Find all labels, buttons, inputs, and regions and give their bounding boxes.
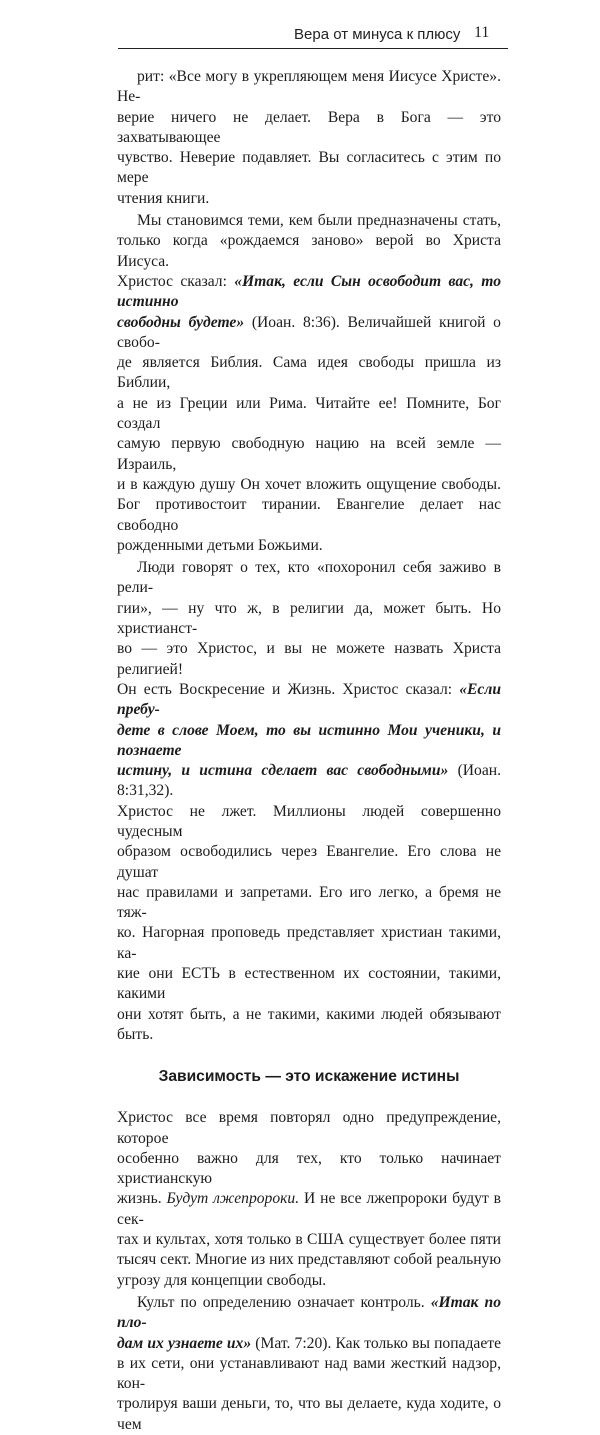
text-segment: образом освободились через Евангелие. Его слова не душат — [117, 843, 501, 881]
text-line — [117, 639, 501, 680]
text-segment: «Если пребу- — [117, 680, 501, 719]
text-segment: в их сети, они устанавливают над вами жесткий надзор, кон- — [117, 1354, 501, 1393]
running-head-title: Вера от минуса к плюсу — [294, 26, 461, 43]
text-line — [117, 1271, 501, 1291]
text-segment: кие они ЕСТЬ в естественном их состоянии, такими, какими — [117, 965, 501, 1003]
text-segment: (Мат. 7:20). Как только вы попадаете — [251, 1334, 501, 1352]
text-segment: тролируя ваши деньги, то, что вы делаете, куда ходите, о чем — [117, 1395, 501, 1433]
text-segment: Люди говорят о тех, кто «похоронил себя заживо в рели- — [117, 559, 501, 597]
text-line — [117, 721, 501, 762]
paragraph — [117, 1293, 501, 1435]
text-line — [117, 923, 501, 964]
text-line — [117, 495, 501, 536]
text-segment: ко. Нагорная проповедь представляет христиан такими, ка- — [117, 924, 501, 962]
text-segment: чувство. Неверие подавляет. Вы согласитесь с этим по мере — [117, 149, 501, 187]
text-line — [117, 680, 501, 721]
paragraph — [117, 67, 501, 209]
section-heading: Зависимость — это искажение истины — [158, 1068, 460, 1086]
text-segment: а не из Греции или Рима. Читайте ее! Помните, Бог создал — [117, 394, 501, 433]
paragraph — [117, 1108, 501, 1291]
text-line — [117, 964, 501, 1005]
text-line — [117, 353, 501, 394]
text-line — [117, 1250, 501, 1270]
text-segment: нас правилами и запретами. Его иго легко, а бремя не тяж- — [117, 883, 501, 922]
text-line — [117, 1108, 501, 1149]
text-segment: (Иоан. 8:36). Величайшей книгой о свобо- — [117, 313, 501, 351]
paragraph-group-1 — [117, 67, 501, 1045]
text-segment: только когда «рождаемся заново» верой во Христа Иисуса. — [117, 232, 501, 270]
text-line — [117, 189, 501, 209]
running-head — [118, 18, 508, 49]
text-line — [117, 1334, 501, 1354]
text-line — [117, 1005, 501, 1046]
text-segment: и в каждую душу Он хочет вложить ощущение свободы. — [117, 475, 501, 493]
text-line — [117, 394, 501, 435]
text-segment: И не все лжепророки будут в сек- — [117, 1190, 501, 1228]
text-line — [117, 842, 501, 883]
text-segment: рожденными детьми Божьими. — [117, 536, 323, 554]
text-segment: тах и культах, хотя только в США существует более пяти — [117, 1231, 501, 1249]
text-segment: Христос не лжет. Миллионы людей совершенно чудесным — [117, 802, 501, 840]
text-line — [117, 148, 501, 189]
text-line — [117, 599, 501, 640]
text-line — [117, 883, 501, 924]
text-line — [117, 536, 501, 556]
text-segment: тысяч сект. Многие из них представляют собой реальную — [117, 1251, 501, 1269]
text-segment: чтения книги. — [117, 189, 210, 207]
text-segment: истину, и истина сделает вас свободными» — [117, 762, 449, 780]
text-segment: особенно важно для тех, кто только начинает христианскую — [117, 1149, 501, 1188]
text-segment: дете в слове Моем, то вы истинно Мои ученики, и познаете — [117, 721, 501, 759]
text-segment: Бог противостоит тирании. Евангелие делает нас свободно — [117, 496, 501, 534]
text-segment: гии», — ну что ж, в религии да, может быть. Но христианст- — [117, 599, 501, 638]
text-segment: свободны будете» — [117, 313, 245, 331]
text-segment: угрозу для концепции свободы. — [117, 1271, 327, 1289]
text-line — [117, 475, 501, 495]
paragraph — [117, 558, 501, 1045]
text-segment: Он есть Воскресение и Жизнь. Христос сказал: — [117, 680, 460, 698]
text-line — [117, 108, 501, 149]
text-line — [117, 211, 501, 231]
text-line — [117, 1293, 501, 1334]
text-segment: самую первую свободную нацию на всей земле — Израиль, — [117, 435, 501, 473]
text-segment: Мы становимся теми, кем были предназначены стать, — [137, 212, 501, 230]
paragraph — [117, 211, 501, 556]
text-line — [117, 231, 501, 272]
text-segment: «Итак по пло- — [117, 1293, 501, 1332]
paragraph-group-2 — [117, 1108, 501, 1435]
text-line — [117, 1394, 501, 1435]
text-line — [117, 1354, 501, 1395]
text-segment: во — это Христос, и вы не можете назвать Христа религией! — [117, 640, 501, 678]
text-segment: (Иоан. 8:31,32). — [117, 762, 501, 800]
text-segment: Христос все время повторял одно предупреждение, которое — [117, 1109, 501, 1147]
page-number: 11 — [474, 24, 490, 41]
text-segment: верие ничего не делает. Вера в Бога — это захватывающее — [117, 108, 501, 146]
text-segment: «Итак, если Сын освободит вас, то истинно — [117, 272, 501, 311]
text-line — [117, 313, 501, 354]
text-segment: рит: «Все могу в укрепляющем меня Иисусе Христе». Не- — [117, 68, 501, 106]
text-line — [117, 1189, 501, 1230]
text-line — [117, 802, 501, 843]
text-line — [117, 272, 501, 313]
text-segment: Христос сказал: — [117, 272, 235, 290]
text-line — [117, 761, 501, 802]
text-line — [117, 67, 501, 108]
text-segment: жизнь. — [117, 1190, 167, 1208]
text-line — [117, 1149, 501, 1190]
text-line — [117, 434, 501, 475]
text-line — [117, 1230, 501, 1250]
text-segment: Культ по определению означает контроль. — [137, 1293, 431, 1311]
text-segment: Будут лжепророки. — [166, 1190, 300, 1208]
text-segment: они хотят быть, а не такими, какими людей обязывают быть. — [117, 1005, 501, 1043]
text-segment: де является Библия. Сама идея свободы пришла из Библии, — [117, 354, 501, 392]
text-line — [117, 558, 501, 599]
body-text — [117, 67, 501, 1435]
text-segment: дам их узнаете их» — [117, 1334, 252, 1352]
